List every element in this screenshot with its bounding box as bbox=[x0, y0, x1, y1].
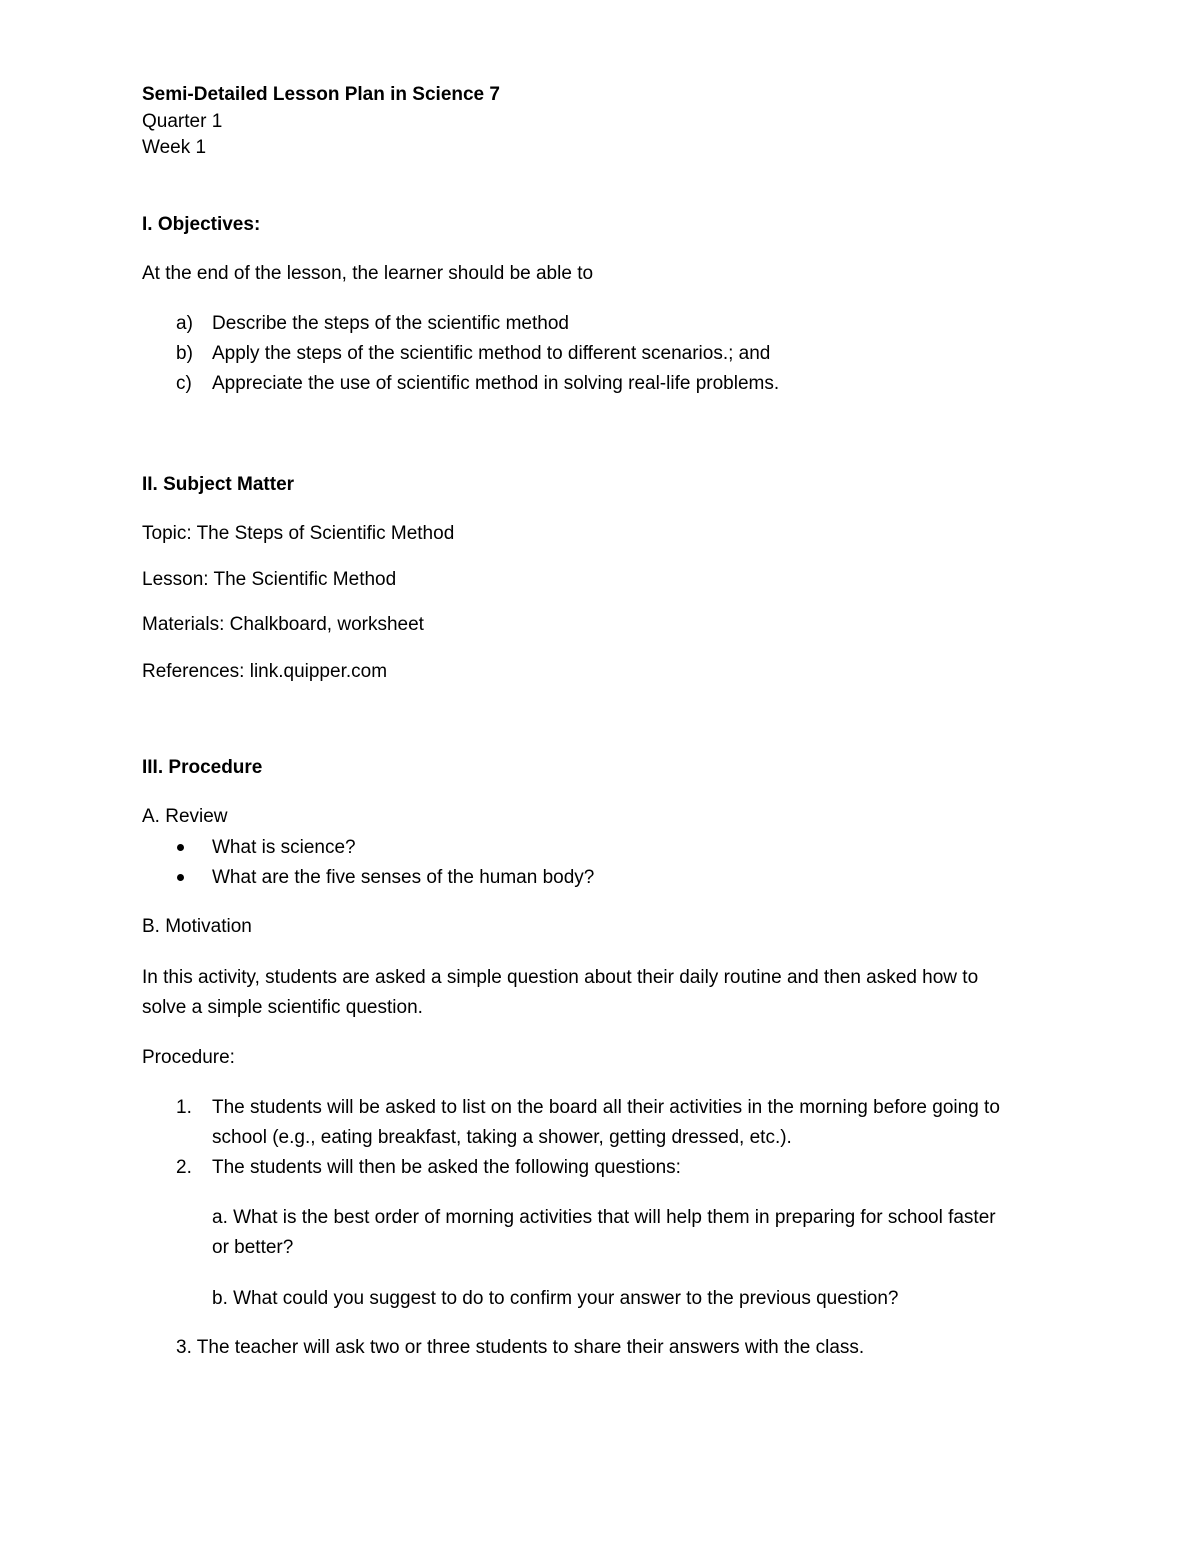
objective-marker: c) bbox=[176, 373, 192, 394]
quarter-label: Quarter 1 bbox=[142, 111, 223, 132]
objectives-heading: I. Objectives: bbox=[142, 214, 261, 235]
review-item: What are the five senses of the human body? bbox=[212, 867, 595, 888]
step-text-line: school (e.g., eating breakfast, taking a shower, getting dressed, etc.). bbox=[212, 1127, 792, 1148]
bullet-icon bbox=[177, 874, 184, 881]
lesson-line: Lesson: The Scientific Method bbox=[142, 569, 397, 590]
step-3-line: 3. The teacher will ask two or three students to share their answers with the class. bbox=[176, 1337, 865, 1358]
references-line: References: link.quipper.com bbox=[142, 661, 388, 682]
document-title: Semi-Detailed Lesson Plan in Science 7 bbox=[142, 84, 500, 105]
sub-question-line: b. What could you suggest to do to confirm your answer to the previous question? bbox=[212, 1288, 899, 1309]
step-text-line: The students will be asked to list on the board all their activities in the morning before going to bbox=[212, 1097, 1000, 1118]
review-item: What is science? bbox=[212, 837, 356, 858]
sub-question-line: a. What is the best order of morning activities that will help them in preparing for school faster bbox=[212, 1207, 996, 1228]
step-marker: 2. bbox=[176, 1157, 192, 1178]
procedure-sublabel: Procedure: bbox=[142, 1047, 235, 1068]
procedure-heading: III. Procedure bbox=[142, 757, 263, 778]
objective-marker: a) bbox=[176, 313, 193, 334]
step-text-line: The students will then be asked the following questions: bbox=[212, 1157, 681, 1178]
motivation-label: B. Motivation bbox=[142, 916, 252, 937]
objective-item: Appreciate the use of scientific method in solving real-life problems. bbox=[212, 373, 780, 394]
materials-line: Materials: Chalkboard, worksheet bbox=[142, 614, 424, 635]
review-label: A. Review bbox=[142, 806, 228, 827]
objective-item: Describe the steps of the scientific method bbox=[212, 313, 569, 334]
motivation-paragraph-line: solve a simple scientific question. bbox=[142, 997, 423, 1018]
subject-matter-heading: II. Subject Matter bbox=[142, 474, 295, 495]
bullet-icon bbox=[177, 844, 184, 851]
objectives-intro: At the end of the lesson, the learner should be able to bbox=[142, 263, 594, 284]
week-label: Week 1 bbox=[142, 137, 207, 158]
objective-item: Apply the steps of the scientific method to different scenarios.; and bbox=[212, 343, 771, 364]
step-marker: 1. bbox=[176, 1097, 192, 1118]
topic-line: Topic: The Steps of Scientific Method bbox=[142, 523, 455, 544]
motivation-paragraph-line: In this activity, students are asked a simple question about their daily routine and then asked how to bbox=[142, 967, 979, 988]
sub-question-line: or better? bbox=[212, 1237, 294, 1258]
objective-marker: b) bbox=[176, 343, 193, 364]
